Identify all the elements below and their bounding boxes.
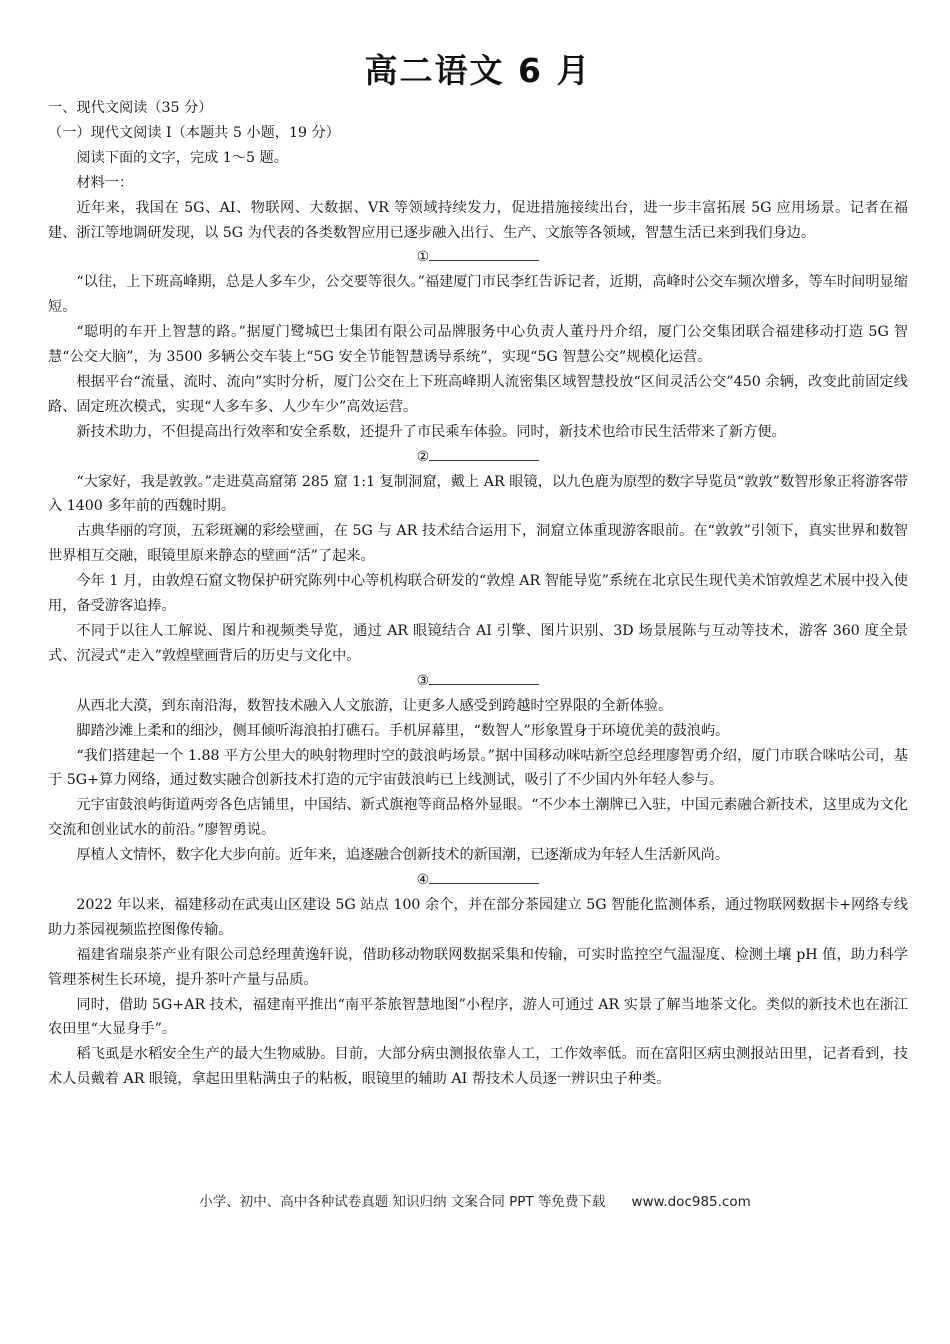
subsection-heading: （一）现代文阅读 I（本题共 5 小题，19 分） <box>48 124 340 141</box>
paragraph: “聪明的车开上智慧的路。”据厦门鹭城巴士集团有限公司品牌服务中心负责人董丹丹介绍，厦门公交集团联合福建移动打造 5G 智慧“公交大脑”，为 3500 多辆公交车装上“5G 安全节能智慧诱导系统”，实现“5G 智慧公交”规模化运营。 <box>48 324 908 366</box>
paragraph: 稻飞虱是水稻安全生产的最大生物威胁。目前，大部分病虫测报依靠人工，工作效率低。而在富阳区病虫测报站田里，记者看到，技术人员戴着 AR 眼镜，拿起田里粘满虫子的粘板，眼镜里的辅助 AI 帮技术人员逐一辨识虫子种类。 <box>48 1046 908 1088</box>
footer-url[interactable]: www.doc985.com <box>631 1194 751 1210</box>
footer-text: 小学、初中、高中各种试卷真题 知识归纳 文案合同 PPT 等免费下载 <box>199 1194 606 1210</box>
document-page <box>48 0 908 1092</box>
marker-blank-line <box>429 445 539 461</box>
paragraph: 元宇宙鼓浪屿街道两旁各色店铺里，中国结、新式旗袍等商品格外显眼。“不少本土潮牌已入驻，中国元素融合新技术，这里成为文化交流和创业试水的前沿。”廖智勇说。 <box>48 797 908 839</box>
section-heading: 一、现代文阅读（35 分） <box>48 100 213 116</box>
paragraph: “以往，上下班高峰期，总是人多车少，公交要等很久。”福建厦门市民李红告诉记者，近期，高峰时公交车频次增多，等车时间明显缩短。 <box>48 274 908 316</box>
marker-blank-line <box>429 868 539 884</box>
page-title: 高二语文 6 月 <box>364 51 592 90</box>
material-label: 材料一： <box>76 174 134 191</box>
page-footer <box>0 1190 950 1210</box>
paragraph: 不同于以往人工解说、图片和视频类导览，通过 AR 眼镜结合 AI 引擎、图片识别、3D 场景展陈与互动等技术，游客 360 度全景式、沉浸式“走入”敦煌壁画背后的历史与文化中。 <box>48 623 908 664</box>
marker-blank-line <box>429 669 539 685</box>
paragraph: 福建省瑞泉茶产业有限公司总经理黄逸轩说，借助移动物联网数据采集和传输，可实时监控空气温湿度、检测土壤 pH 值，助力科学管理茶树生长环境，提升茶叶产量与品质。 <box>48 946 908 988</box>
instruction-text: 阅读下面的文字，完成 1～5 题。 <box>76 149 288 166</box>
paragraph: “大家好，我是敦敦。”走进莫高窟第 285 窟 1:1 复制洞窟，戴上 AR 眼镜，以九色鹿为原型的数字导览员“敦敦”数智形象正将游客带入 1400 多年前的西魏时期。 <box>48 473 908 515</box>
paragraph: 同时，借助 5G+AR 技术，福建南平推出“南平茶旅智慧地图”小程序，游人可通过 AR 实景了解当地茶文化。类似的新技术也在浙江农田里“大显身手”。 <box>48 996 908 1038</box>
paragraph: 从西北大漠，到东南沿海，数智技术融入人文旅游，让更多人感受到跨越时空界限的全新体验。 <box>76 697 673 714</box>
section-marker <box>48 445 908 470</box>
marker-number: ④ <box>416 872 430 889</box>
paragraph: 古典华丽的穹顶，五彩斑斓的彩绘壁画，在 5G 与 AR 技术结合运用下，洞窟立体重现游客眼前。在“敦敦”引领下，真实世界和数智世界相互交融，眼镜里原来静态的壁画“活”了起来。 <box>48 523 908 565</box>
paragraph: 新技术助力，不但提高出行效率和安全系数，还提升了市民乘车体验。同时，新技术也给市民生活带来了新方便。 <box>76 423 786 440</box>
paragraph: 厚植人文情怀，数字化大步向前。近年来，追逐融合创新技术的新国潮，已逐渐成为年轻人生活新风尚。 <box>76 847 730 864</box>
marker-number: ③ <box>416 672 430 689</box>
section-marker <box>48 669 908 694</box>
paragraph: 2022 年以来，福建移动在武夷山区建设 5G 站点 100 余个，并在部分茶园建立 5G 智能化监测体系，通过物联网数据卡+网络专线助力茶园视频监控图像传输。 <box>48 896 908 938</box>
marker-number: ② <box>416 448 430 465</box>
paragraph: 今年 1 月，由敦煌石窟文物保护研究陈列中心等机构联合研发的“敦煌 AR 智能导览”系统在北京民生现代美术馆敦煌艺术展中投入使用，备受游客追捧。 <box>48 573 908 615</box>
marker-blank-line <box>429 245 539 261</box>
section-marker <box>48 868 908 893</box>
marker-number: ① <box>416 249 430 266</box>
paragraph: “我们搭建起一个 1.88 平方公里大的映射物理时空的鼓浪屿场景。”据中国移动咪咕新空总经理廖智勇介绍，厦门市联合咪咕公司，基于 5G+算力网络，通过数实融合创新技术打造的元宇宙鼓浪屿已上线测试，吸引了不少国内外年轻人参与。 <box>48 747 908 789</box>
paragraph: 近年来，我国在 5G、AI、物联网、大数据、VR 等领域持续发力，促进措施接续出台，进一步丰富拓展 5G 应用场景。记者在福建、浙江等地调研发现，以 5G 为代表的各类数智应用已逐步融入出行、生产、文旅等各领域，智慧生活已来到我们身边。 <box>48 199 908 241</box>
section-marker <box>48 245 908 270</box>
paragraph: 脚踏沙滩上柔和的细沙，侧耳倾听海浪拍打礁石。手机屏幕里，“数智人”形象置身于环境优美的鼓浪屿。 <box>76 722 730 739</box>
paragraph: 根据平台“流量、流时、流向”实时分析，厦门公交在上下班高峰期人流密集区域智慧投放“区间灵活公交”450 余辆，改变此前固定线路、固定班次模式，实现“人多车多、人少车少”高效运营。 <box>48 373 908 415</box>
